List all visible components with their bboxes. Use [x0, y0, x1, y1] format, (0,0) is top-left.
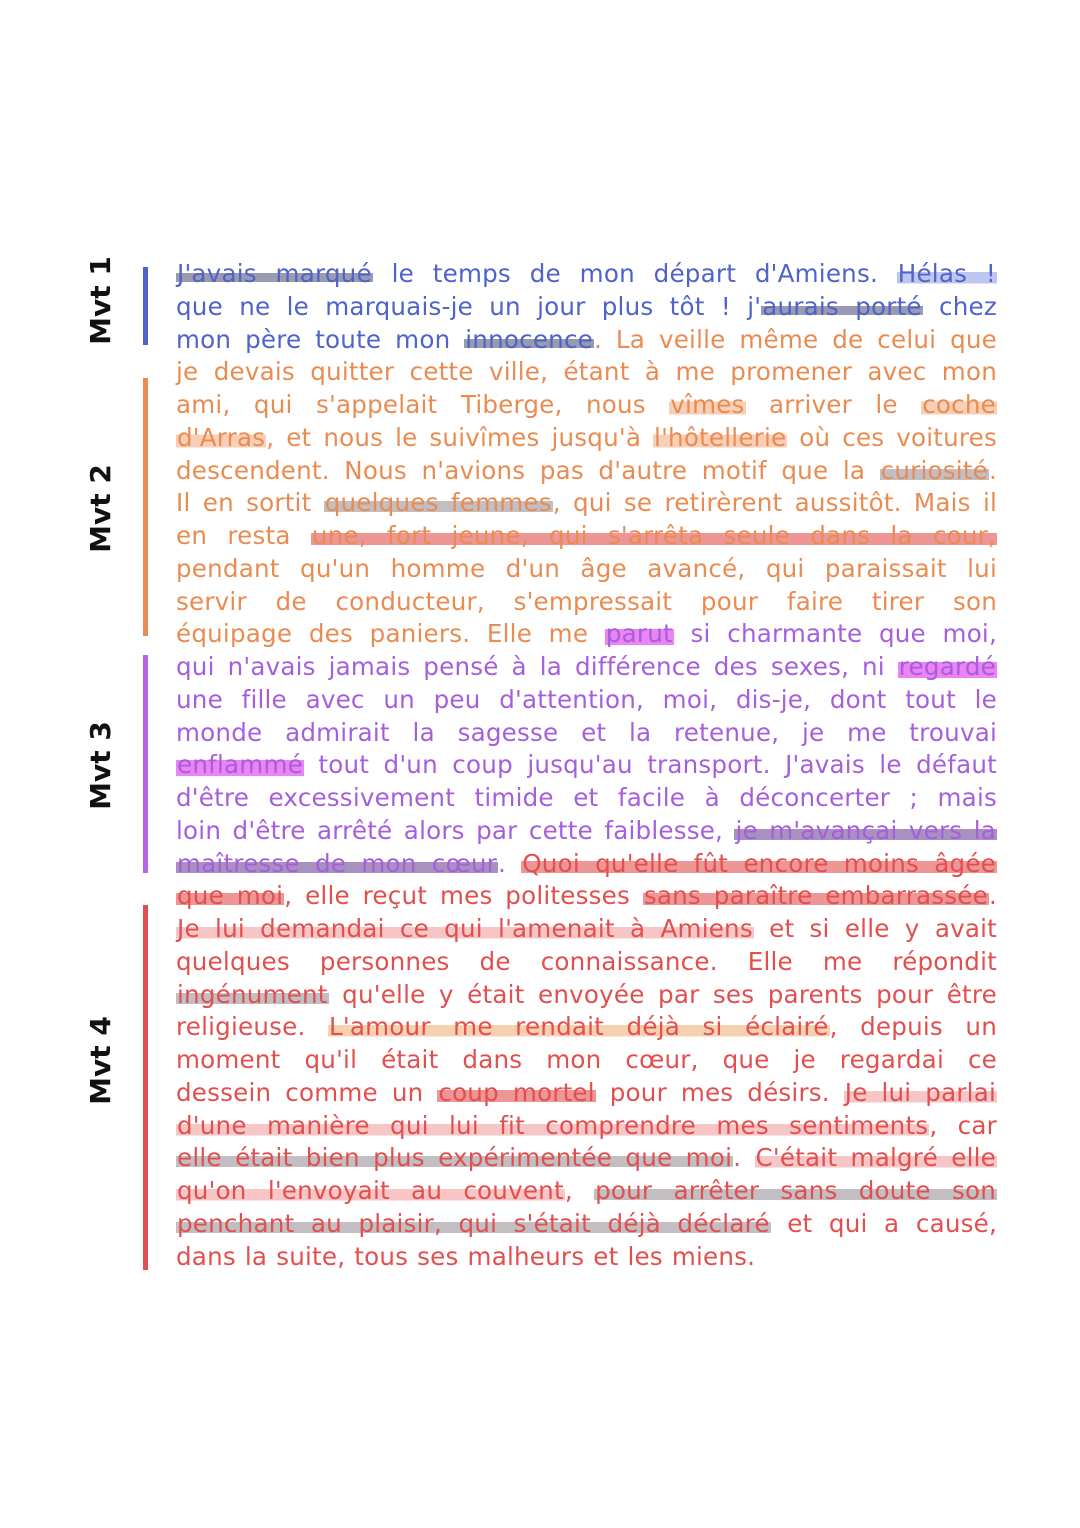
highlighted-phrase: regardé [898, 652, 996, 681]
text-line [176, 1011, 997, 1044]
text-segment: pour mes désirs. [595, 1077, 844, 1107]
highlighted-phrase: Je lui demandai ce qui l'amenait à Amiens [177, 914, 753, 943]
text-segment: . [988, 455, 997, 485]
text-line [176, 553, 997, 586]
text-segment: tout d'un coup jusqu'au transport. J'avais le défaut [303, 750, 997, 780]
highlighted-phrase: pour arrêter sans doute son [595, 1176, 996, 1205]
text-line [176, 1175, 997, 1208]
highlighted-phrase: je m'avançai vers la [735, 815, 997, 845]
text-line [176, 356, 997, 389]
highlighted-phrase: coup mortel [438, 1077, 595, 1107]
text-segment: quelques personnes de connaissance. Elle me répondit [176, 946, 997, 976]
highlighted-phrase: quelques femmes [324, 488, 552, 518]
highlighted-phrase: qu'on l'envoyait au couvent [177, 1176, 564, 1205]
text-line [176, 815, 997, 848]
text-line [176, 324, 997, 357]
movement-label-4: Mvt 4 [83, 1015, 117, 1105]
text-segment: et si elle y avait [753, 914, 997, 943]
text-segment: descendent. Nous n'avions pas d'autre motif que la [176, 455, 880, 485]
text-line [176, 880, 997, 913]
highlighted-phrase: d'Arras [177, 422, 266, 452]
text-line [176, 291, 997, 324]
highlighted-phrase: vîmes [670, 390, 745, 419]
highlighted-phrase: ingénument [177, 979, 328, 1009]
text-segment: si charmante que moi, [673, 619, 997, 649]
text-line [176, 586, 997, 619]
highlighted-phrase: elle était bien plus expérimentée que moi [177, 1143, 733, 1173]
text-segment: dans la suite, tous ses malheurs et les miens. [176, 1241, 756, 1271]
text-line [176, 717, 997, 750]
annotated-text [176, 258, 997, 1273]
text-line [176, 520, 997, 553]
text-line [176, 651, 997, 684]
text-segment: . La veille même de celui que [594, 324, 998, 354]
highlighted-phrase: l'hôtellerie [654, 422, 787, 452]
movement-bar-3 [143, 655, 148, 873]
text-segment: qu'elle y était envoyée par ses parents pour être [328, 979, 997, 1009]
text-line [176, 848, 997, 881]
highlighted-phrase: J'avais marqué [177, 259, 372, 288]
text-segment: . [497, 848, 522, 878]
highlighted-phrase: une, fort jeune, qui s'arrêta seule dans la cour, [311, 521, 996, 550]
movement-bar-1 [143, 267, 148, 345]
text-line [176, 1044, 997, 1077]
text-line [176, 389, 997, 422]
text-segment: , elle reçut mes politesses [284, 881, 643, 911]
movement-label-3: Mvt 3 [83, 720, 117, 810]
text-segment: , [564, 1176, 595, 1205]
text-segment: monde admirait la sagesse et la retenue, je me trouvai [176, 717, 997, 747]
text-segment: mon père toute mon [176, 324, 465, 354]
movement-label-1: Mvt 1 [83, 255, 117, 345]
text-line [176, 1241, 997, 1274]
highlighted-phrase: aurais porté [762, 291, 922, 321]
text-segment: , qui se retirèrent aussitôt. Mais il [552, 488, 998, 518]
text-line [176, 913, 997, 946]
text-segment: chez [922, 291, 998, 321]
text-segment: que ne le marquais-je un jour plus tôt ! j' [176, 291, 762, 321]
highlighted-phrase: L'amour me rendait déjà si éclairé [329, 1012, 829, 1042]
text-segment: une fille avec un peu d'attention, moi, dis-je, dont tout le [176, 684, 997, 714]
text-segment: servir de conducteur, s'empressait pour faire tirer son [176, 586, 997, 616]
text-segment: où ces voitures [787, 422, 997, 452]
text-segment: le temps de mon départ d'Amiens. [372, 259, 897, 288]
highlighted-phrase: sans paraître embarrassée [643, 881, 988, 911]
movement-bar-4 [143, 905, 148, 1270]
text-line [176, 1077, 997, 1110]
highlighted-phrase: Hélas ! [897, 259, 996, 288]
text-line [176, 1142, 997, 1175]
text-segment: . [733, 1143, 755, 1173]
text-segment: . [988, 881, 997, 911]
text-segment: , depuis un [829, 1012, 997, 1042]
text-line [176, 618, 997, 651]
movement-bar-2 [143, 378, 148, 636]
highlighted-phrase: enflammé [177, 750, 303, 780]
highlighted-phrase: curiosité [880, 455, 988, 485]
text-segment: Il en sortit [176, 488, 324, 518]
text-line [176, 946, 997, 979]
text-segment: religieuse. [176, 1012, 329, 1042]
text-line [176, 782, 997, 815]
text-line [176, 455, 997, 488]
text-segment: , et nous le suivîmes jusqu'à [266, 422, 654, 452]
text-line [176, 1208, 997, 1241]
text-line [176, 422, 997, 455]
text-segment: , car [929, 1110, 997, 1140]
highlighted-phrase: parut [605, 619, 673, 649]
highlighted-phrase: C'était malgré elle [755, 1143, 996, 1173]
highlighted-phrase: Je lui parlai [844, 1077, 997, 1107]
text-segment: arriver le [745, 390, 922, 419]
text-segment: équipage des paniers. Elle me [176, 619, 605, 649]
highlighted-phrase: coche [922, 390, 997, 419]
text-segment: moment qu'il était dans mon cœur, que je regardai ce [176, 1045, 997, 1074]
highlighted-phrase: d'une manière qui lui fit comprendre mes sentiments [177, 1110, 929, 1140]
text-segment: en resta [176, 521, 311, 550]
text-line [176, 1110, 997, 1143]
text-line [176, 487, 997, 520]
highlighted-phrase: penchant au plaisir, qui s'était déjà déclaré [177, 1208, 770, 1238]
text-line [176, 749, 997, 782]
highlighted-phrase: maîtresse de mon cœur [177, 848, 497, 878]
highlighted-phrase: Quoi qu'elle fût encore moins âgée [522, 848, 996, 878]
text-segment: loin d'être arrêté alors par cette faiblesse, [176, 815, 735, 845]
text-segment: dessein comme un [176, 1077, 438, 1107]
text-segment: pendant qu'un homme d'un âge avancé, qui paraissait lui [176, 553, 997, 583]
text-segment: ami, qui s'appelait Tiberge, nous [176, 390, 670, 419]
text-segment: qui n'avais jamais pensé à la différence des sexes, ni [176, 652, 898, 681]
highlighted-phrase: innocence [465, 324, 593, 354]
text-segment: et qui a causé, [770, 1208, 997, 1238]
text-line [176, 684, 997, 717]
text-segment: d'être excessivement timide et facile à déconcerter ; mais [176, 783, 997, 812]
movement-label-2: Mvt 2 [83, 463, 117, 553]
text-segment: je devais quitter cette ville, étant à me promener avec mon [176, 357, 997, 387]
text-line [176, 258, 997, 291]
highlighted-phrase: que moi [177, 881, 284, 911]
text-line [176, 979, 997, 1012]
